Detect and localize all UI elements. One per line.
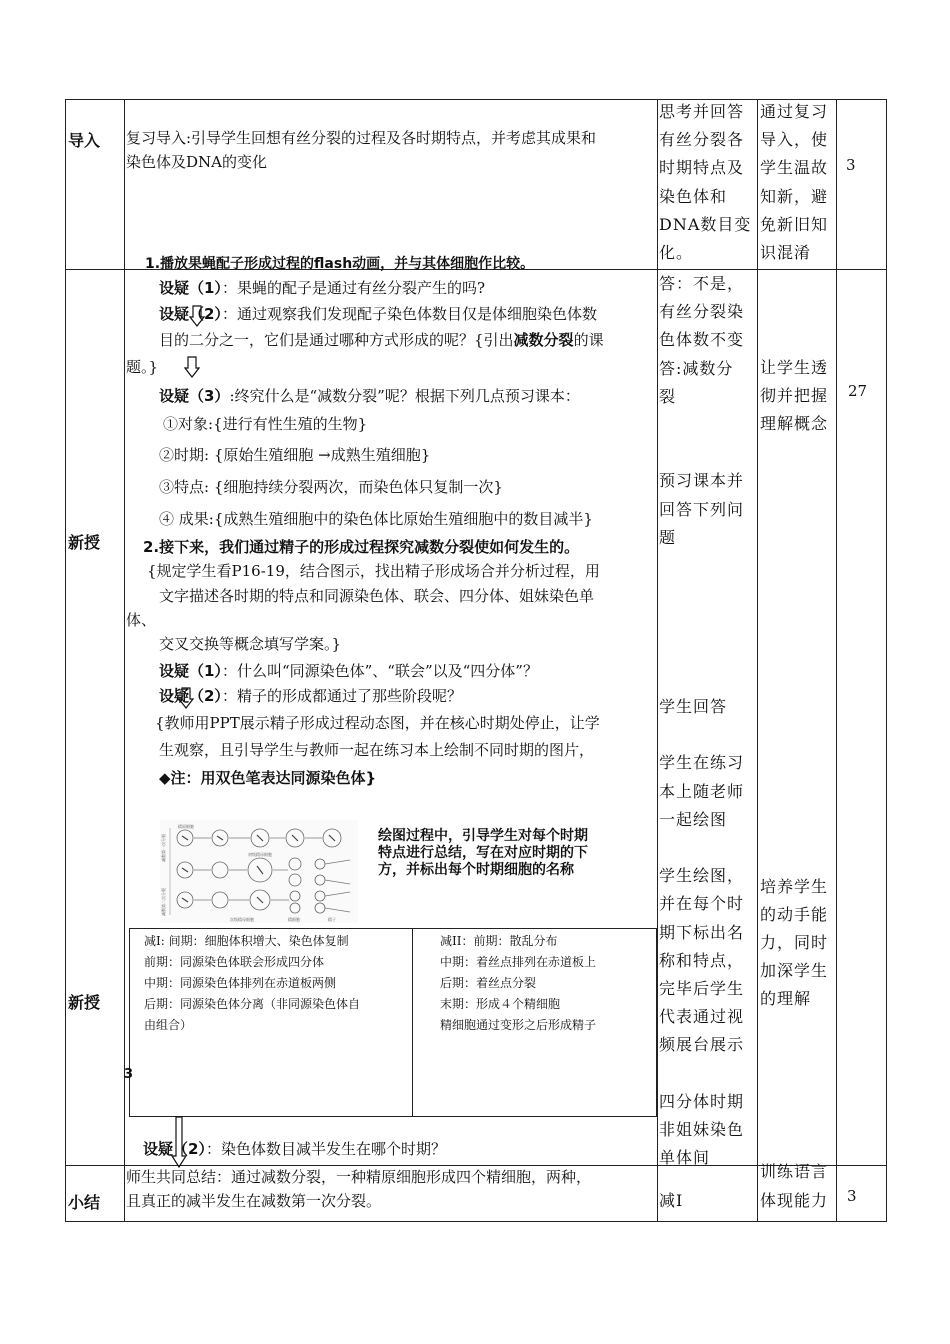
section-label-summary: 小结 [68, 1193, 101, 1212]
meiosis-two-line: 减II：前期：散乱分布 [440, 934, 558, 948]
diagram-label: 精细胞 [288, 917, 300, 922]
intro-purpose-line: 免新旧知 [760, 215, 829, 234]
down-arrow-icon [178, 687, 194, 709]
guide-line-1: {规定学生看P16-19，结合图示，找出精子形成场合并分析过程，用 [147, 562, 600, 580]
meiosis-two-line: 后期：着丝点分裂 [440, 976, 537, 990]
intro-purpose-line: 通过复习 [760, 102, 829, 121]
question-4-label: 设疑（1） [159, 662, 222, 680]
column-divider-4 [836, 99, 837, 1222]
new-student-line: 学生绘图， [659, 866, 745, 886]
new-purpose-line: 的动手能 [760, 905, 829, 924]
table-border-right [886, 99, 887, 1222]
new-time: 27 [848, 382, 868, 400]
intro-line-2: 染色体及DNA的变化 [126, 153, 267, 171]
section-label-new-2: 新授 [68, 993, 101, 1012]
meiosis-one-line: 前期：同源染色体联会形成四分体 [144, 955, 325, 969]
diagram-label: 初级精母细胞 [248, 852, 272, 857]
diagram-label: 减数第二次分裂 [161, 888, 166, 916]
stray-number: 3 [124, 1067, 134, 1082]
new-student-line: 色体数不变 [659, 330, 745, 350]
question-5-label: 设疑（2） [159, 687, 222, 705]
question-2-cont [159, 329, 604, 351]
meiosis-two-line: 精细胞通过变形之后形成精子 [440, 1018, 597, 1032]
intro-line-1: 复习导入:引导学生回想有丝分裂的过程及各时期特点，并考虑其成果和 [126, 129, 597, 147]
meiosis-one-line: 由组合） [144, 1018, 193, 1032]
diagram-label: 精原细胞 [178, 824, 194, 829]
intro-student-line: 时期特点及 [659, 158, 745, 177]
summary-student-line: 减Ⅰ [659, 1191, 684, 1210]
diagram-label: 精子 [328, 917, 336, 922]
new-purpose-line: 培养学生 [760, 877, 829, 896]
question-6 [143, 1138, 446, 1160]
meiosis-one-line: 减I: 间期：细胞体积增大、染色体复制 [144, 934, 349, 948]
intro-purpose-line: 导入，使 [760, 130, 829, 149]
summary-time: 3 [847, 1187, 857, 1205]
meiosis-two-box [412, 928, 657, 1117]
column-divider-2 [657, 99, 658, 1222]
draw-note-line: 方，并标出每个时期细胞的名称 [378, 862, 574, 878]
summary-purpose-line: 训练语言 [760, 1162, 829, 1181]
question-5-text: ：精子的形成都通过了那些阶段呢？ [221, 687, 462, 705]
intro-time: 3 [846, 156, 856, 174]
new-purpose-line: 理解概念 [760, 414, 829, 433]
intro-student-line: DNA数目变 [659, 215, 752, 234]
question-1 [159, 277, 485, 299]
table-border-bottom [65, 1221, 887, 1222]
section-label-new-1: 新授 [68, 533, 101, 552]
question-6-label: 设疑（2） [143, 1140, 206, 1158]
down-arrow-icon [184, 356, 200, 378]
meiosis-one-line: 后期：同源染色体分离（非同源染色体自 [144, 997, 361, 1011]
question-2-cont-a: 目的二分之一，它们是通过哪种方式形成的呢？{引出 [159, 331, 514, 349]
table-border-left [65, 99, 66, 1222]
new-student-line: 一起绘图 [659, 809, 728, 829]
diagram-label: 减数第一次分裂 [161, 834, 166, 862]
new-student-line: 非姐妹染色 [659, 1120, 745, 1139]
question-3-text: :终究什么是“减数分裂”呢？根据下列几点预习课本： [229, 387, 580, 405]
new-student-line: 完毕后学生 [659, 979, 745, 998]
new-heading-1: 1.播放果蝇配子形成过程的flash动画，并与其体细胞作比较。 [145, 256, 535, 272]
teacher-line-1: {教师用PPT展示精子形成过程动态图，并在核心时期处停止，让学 [155, 714, 600, 732]
intro-student-line: 染色体和 [659, 187, 728, 206]
question-2-end: 题。} [126, 358, 159, 376]
new-heading-2: 2.接下来，我们通过精子的形成过程探究减数分裂使如何发生的。 [143, 538, 580, 556]
new-purpose-line: 加深学生 [760, 961, 829, 980]
new-purpose-line: 力，同时 [760, 933, 829, 952]
new-student-line: 频展台展示 [659, 1035, 745, 1055]
column-divider-3 [757, 99, 758, 1222]
section-label-intro: 导入 [68, 131, 101, 150]
column-divider-1 [124, 99, 125, 1222]
question-4-text: ：什么叫“同源染色体”、“联会”以及“四分体”？ [221, 662, 538, 680]
new-student-line: 代表通过视 [659, 1007, 745, 1027]
guide-line-2: 文字描述各时期的特点和同源染色体、联会、四分体、姐妹染色单 [159, 587, 595, 605]
teacher-line-2: 生观察，且引导学生与教师一起在练习本上绘制不同时期的图片， [159, 741, 595, 759]
question-3 [159, 385, 580, 407]
intro-purpose-line: 识混淆 [760, 243, 812, 262]
question-1-label: 设疑（1） [159, 279, 222, 297]
draw-note-line: 绘图过程中，引导学生对每个时期 [378, 828, 588, 844]
new-student-line: 有丝分裂染 [659, 302, 745, 322]
question-2-bold: 减数分裂 [513, 331, 574, 349]
guide-line-4: 交叉交换等概念填写学案。} [159, 635, 342, 653]
question-2-cont-b: 的课 [573, 331, 604, 349]
point-object: ①对象:{进行有性生殖的生物} [163, 415, 368, 433]
down-arrow-icon [171, 1116, 187, 1168]
question-3-label: 设疑（3） [159, 387, 230, 405]
meiosis-one-line: 中期：同源染色体排列在赤道板两侧 [144, 976, 337, 990]
point-period: ②时期: {原始生殖细胞 →成熟生殖细胞} [159, 446, 431, 464]
new-student-line: 答:减数分 [659, 358, 734, 378]
intro-student-line: 思考并回答 [659, 102, 745, 121]
new-student-line: 答：不是， [659, 274, 745, 293]
new-purpose-line: 彻并把握 [760, 386, 829, 405]
new-purpose-line: 让学生透 [760, 358, 829, 377]
spermatogenesis-diagram [160, 820, 358, 923]
intro-student-line: 有丝分裂各 [659, 130, 745, 149]
new-student-line: 预习课本并 [659, 471, 745, 491]
new-student-line: 学生回答 [659, 697, 728, 716]
diagram-label: 次级精母细胞 [230, 917, 254, 922]
question-5 [159, 685, 462, 707]
meiosis-one-box [129, 928, 414, 1117]
new-student-line: 单体间 [659, 1148, 711, 1168]
draw-note-line: 特点进行总结，写在对应时期的下 [378, 845, 588, 861]
point-feature: ③特点: {细胞持续分裂两次，而染色体只复制一次} [159, 478, 503, 496]
down-arrow-icon [189, 305, 205, 327]
new-student-line: 回答下列问 [659, 499, 745, 519]
summary-line-1: 师生共同总结：通过减数分裂，一种精原细胞形成四个精细胞，两种， [126, 1168, 592, 1186]
question-2-text: ：通过观察我们发现配子染色体数目仅是体细胞染色体数 [221, 305, 597, 323]
point-result: ④ 成果:{成熟生殖细胞中的染色体比原始生殖细胞中的数目减半} [159, 510, 593, 528]
new-student-line: 并在每个时 [659, 894, 745, 914]
new-student-line: 裂 [659, 386, 677, 406]
meiosis-two-line: 中期：着丝点排列在赤道板上 [440, 955, 597, 969]
intro-student-line: 化。 [659, 243, 694, 262]
meiosis-two-line: 末期：形成４个精细胞 [440, 997, 561, 1011]
new-student-line: 题 [659, 527, 677, 547]
intro-purpose-line: 学生温故 [760, 158, 829, 177]
question-1-text: ：果蝇的配子是通过有丝分裂产生的吗? [221, 279, 485, 297]
question-4 [159, 660, 538, 682]
question-6-text: ：染色体数目减半发生在哪个时期？ [205, 1140, 446, 1158]
new-purpose-line: 的理解 [760, 989, 812, 1008]
new-student-line: 四分体时期 [659, 1091, 745, 1111]
note-line: ◆注：用双色笔表达同源染色体} [159, 769, 377, 787]
new-student-line: 本上随老师 [659, 781, 745, 801]
new-student-line: 学生在练习 [659, 753, 745, 773]
question-2-label: 设疑（2） [159, 305, 222, 323]
question-2 [159, 303, 597, 325]
intro-purpose-line: 知新，避 [760, 187, 829, 206]
summary-purpose-line: 体现能力 [760, 1191, 829, 1210]
new-student-line: 称和特点， [659, 950, 745, 970]
guide-line-3: 体、 [126, 611, 157, 629]
new-student-line: 期下标出名 [659, 922, 745, 942]
summary-line-2: 且真正的减半发生在减数第一次分裂。 [126, 1192, 382, 1210]
